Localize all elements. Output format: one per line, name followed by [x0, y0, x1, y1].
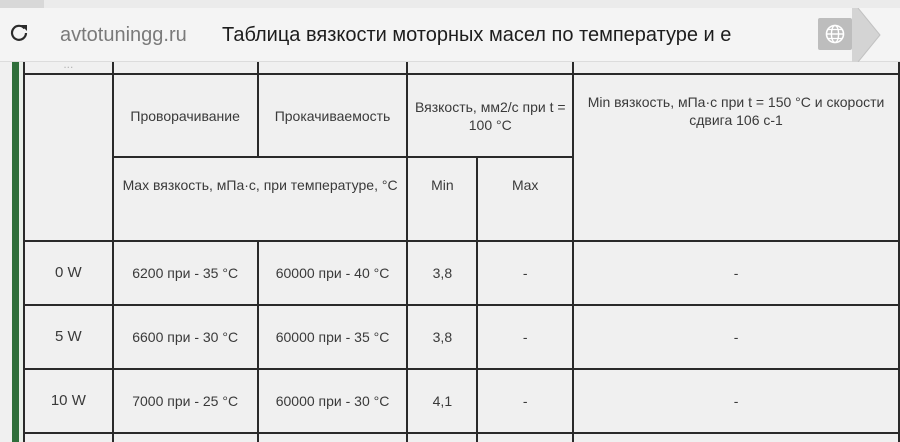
cell-min: 4,1	[407, 369, 477, 433]
table-row	[24, 369, 899, 433]
table-cell	[573, 433, 899, 442]
table-cell	[258, 62, 408, 74]
table-cell	[258, 433, 408, 442]
address-page-title[interactable]: Таблица вязкости моторных масел по температуре и е	[222, 24, 732, 46]
left-accent-bar	[12, 62, 19, 442]
tab-edge[interactable]	[0, 0, 44, 8]
header-max: Max	[477, 157, 573, 241]
table-cell	[113, 433, 258, 442]
table-cell	[113, 62, 258, 74]
cell-cranking: 6600 при - 30 °С	[113, 305, 258, 369]
cell-hths: -	[573, 241, 899, 305]
globe-icon	[818, 18, 852, 50]
cell-min: 3,8	[407, 305, 477, 369]
header-row-1	[24, 74, 899, 157]
header-min: Min	[407, 157, 477, 241]
cell-hths: -	[573, 369, 899, 433]
header-min-viscosity-150: Min вязкость, мПа·с при t = 150 °С и скорости сдвига 106 с-1	[573, 74, 899, 241]
table-cell	[477, 433, 573, 442]
table-cell	[573, 62, 899, 74]
header-max-viscosity-temp: Max вязкость, мПа·с, при температуре, °С	[113, 157, 408, 241]
cell-pumpability: 60000 при - 40 °С	[258, 241, 408, 305]
table-top-row	[24, 62, 899, 74]
cell-grade: 10 W	[24, 369, 113, 433]
table-row-partial	[24, 433, 899, 442]
header-cranking: Проворачивание	[113, 74, 258, 157]
cell-max: -	[477, 369, 573, 433]
table-row	[24, 241, 899, 305]
table-cell	[24, 433, 113, 442]
header-viscosity-100: Вязкость, мм2/с при t = 100 °С	[407, 74, 573, 157]
grade-header-cell	[24, 74, 113, 241]
page-content	[0, 62, 900, 442]
globe-button[interactable]	[818, 18, 852, 50]
cell-cranking: 7000 при - 25 °С	[113, 369, 258, 433]
table-cell	[407, 433, 477, 442]
cell-grade: 0 W	[24, 241, 113, 305]
reload-icon[interactable]	[8, 22, 30, 44]
table-cell-top-faint	[24, 62, 113, 74]
address-domain[interactable]: avtotuningg.ru	[60, 24, 187, 46]
faint-text: ...	[63, 62, 74, 71]
browser-toolbar	[0, 0, 900, 62]
address-fade	[770, 18, 814, 52]
cell-pumpability: 60000 при - 35 °С	[258, 305, 408, 369]
cell-min: 3,8	[407, 241, 477, 305]
cell-cranking: 6200 при - 35 °С	[113, 241, 258, 305]
cell-hths: -	[573, 305, 899, 369]
header-pumpability: Прокачиваемость	[258, 74, 408, 157]
table-row	[24, 305, 899, 369]
chevron-right-icon	[852, 8, 882, 62]
viscosity-table	[23, 62, 900, 442]
cell-grade: 5 W	[24, 305, 113, 369]
cell-max: -	[477, 241, 573, 305]
cell-pumpability: 60000 при - 30 °С	[258, 369, 408, 433]
table-cell	[407, 62, 573, 74]
cell-max: -	[477, 305, 573, 369]
tab-strip	[0, 0, 900, 8]
